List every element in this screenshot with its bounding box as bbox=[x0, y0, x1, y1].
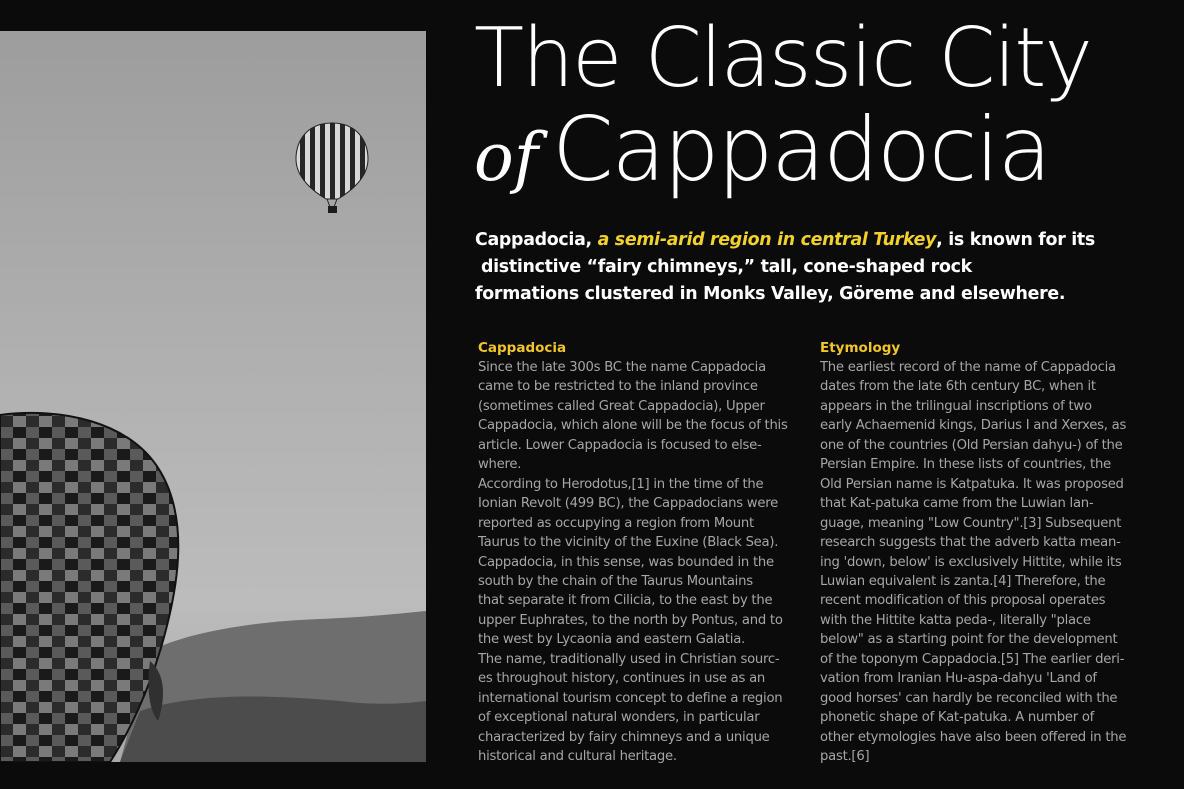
text-line: past.[6] bbox=[820, 749, 870, 765]
text-line: came to be restricted to the inland province bbox=[478, 379, 758, 395]
text-line: Cappadocia, which alone will be the focus of this bbox=[478, 418, 788, 434]
title-line-2 bbox=[474, 98, 1174, 201]
text-line: that separate it from Cilicia, to the east by the bbox=[478, 593, 773, 609]
text-line: guage, meaning "Low Country".[3] Subsequent bbox=[820, 515, 1122, 531]
hot-air-balloon-photo bbox=[0, 31, 426, 762]
text-line: appears in the trilingual inscriptions of two bbox=[820, 398, 1092, 414]
text-line: where. bbox=[478, 457, 522, 473]
text-line: below" as a starting point for the development bbox=[820, 632, 1118, 648]
text-line: of the toponym Cappadocia.[5] The earlier deri- bbox=[820, 651, 1125, 667]
hills-near bbox=[120, 697, 426, 762]
text-line: Since the late 300s BC the name Cappadocia bbox=[478, 360, 766, 375]
text-line: phonetic shape of Kat-patuka. A number of bbox=[820, 710, 1095, 726]
text-line: Persian Empire. In these lists of countries, the bbox=[820, 457, 1111, 473]
text-line: the west by Lycaonia and eastern Galatia. bbox=[478, 632, 745, 648]
text-line: international tourism concept to define a region bbox=[478, 690, 783, 706]
lead-line-3: formations clustered in Monks Valley, Göreme and elsewhere. bbox=[475, 284, 1066, 304]
column-body bbox=[820, 358, 1144, 767]
text-line: Cappadocia, in this sense, was bounded in the bbox=[478, 554, 774, 570]
title-city: Cappadocia bbox=[552, 98, 1050, 201]
text-line: reported as occupying a region from Mount bbox=[478, 515, 754, 531]
title-of: of bbox=[474, 119, 539, 196]
text-line: The name, traditionally used in Christian sourc- bbox=[478, 651, 780, 667]
text-line: one of the countries (Old Persian dahyu-) of the bbox=[820, 437, 1123, 453]
lead-place: Cappadocia, bbox=[475, 230, 592, 250]
lead-highlight: a semi-arid region in central Turkey bbox=[597, 230, 937, 250]
column-heading: Etymology bbox=[820, 340, 901, 356]
text-line: characterized by fairy chimneys and a unique bbox=[478, 729, 770, 745]
text-line: ing 'down, below' is exclusively Hittite, while its bbox=[820, 554, 1122, 570]
text-line: The earliest record of the name of Cappadocia bbox=[820, 360, 1116, 375]
text-line: Old Persian name is Katpatuka. It was proposed bbox=[820, 476, 1124, 492]
text-line: dates from the late 6th century BC, when it bbox=[820, 379, 1096, 395]
text-line: vation from Iranian Hu-aspa-dahyu 'Land of bbox=[820, 671, 1097, 687]
text-line: that Kat-patuka came from the Luwian lan- bbox=[820, 496, 1094, 512]
text-line: other etymologies have also been offered in the bbox=[820, 729, 1127, 745]
column-body bbox=[478, 358, 802, 767]
text-line: of exceptional natural wonders, in particular bbox=[478, 710, 760, 726]
page-title bbox=[474, 11, 1174, 201]
text-line: historical and cultural heritage. bbox=[478, 749, 677, 765]
text-line: upper Euphrates, to the north by Pontus, and to bbox=[478, 612, 783, 628]
text-line: good horses' can hardly be reconciled with the bbox=[820, 690, 1118, 706]
lead-line-2: distinctive “fairy chimneys,” tall, cone-shaped rock bbox=[481, 257, 972, 277]
text-line: Luwian equivalent is zanta.[4] Therefore, the bbox=[820, 573, 1106, 589]
lead-after: , is known for its bbox=[936, 230, 1095, 250]
text-line: research suggests that the adverb katta mean- bbox=[820, 535, 1121, 551]
balloon-illustration bbox=[0, 31, 426, 762]
column-etymology bbox=[820, 338, 1144, 767]
text-line: Taurus to the vicinity of the Euxine (Black Sea). bbox=[478, 535, 779, 551]
text-line: Ionian Revolt (499 BC), the Cappadocians were bbox=[478, 496, 778, 512]
small-balloon bbox=[296, 123, 368, 213]
text-line: recent modification of this proposal operates bbox=[820, 593, 1106, 609]
text-line: article. Lower Cappadocia is focused to else- bbox=[478, 437, 762, 453]
text-line: es throughout history, continues in use as an bbox=[478, 671, 766, 687]
text-line: According to Herodotus,[1] in the time of the bbox=[478, 476, 764, 492]
text-line: (sometimes called Great Cappadocia), Upper bbox=[478, 398, 765, 414]
title-line-1: The Classic City bbox=[474, 11, 1091, 106]
text-line: early Achaemenid kings, Darius I and Xerxes, as bbox=[820, 418, 1127, 434]
column-cappadocia bbox=[478, 338, 802, 767]
column-heading: Cappadocia bbox=[478, 340, 567, 356]
lead-paragraph bbox=[475, 227, 1165, 308]
text-line: with the Hittite katta peda-, literally "place bbox=[820, 612, 1091, 628]
text-line: south by the chain of the Taurus Mountains bbox=[478, 573, 753, 589]
